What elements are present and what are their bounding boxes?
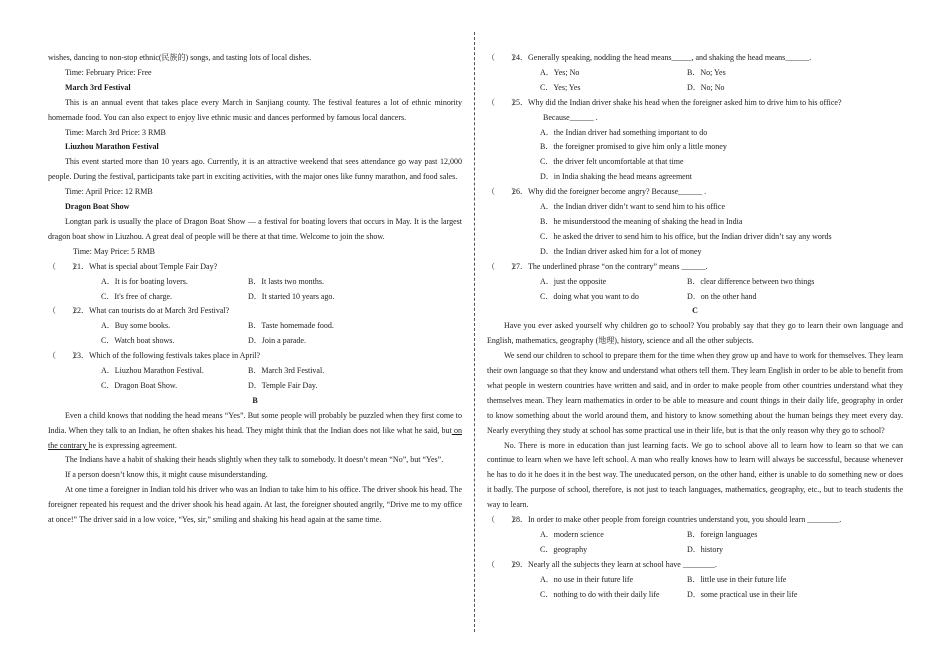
question-29 (487, 558, 903, 603)
underlined-phrase: on the contrary (48, 425, 462, 450)
event-info: Time: May Price: 5 RMB (73, 246, 155, 256)
option-b: B．No; Yes (687, 67, 726, 77)
answer-bracket: （ ） (487, 53, 519, 62)
option-a: A．Liuzhou Marathon Festival. (101, 366, 204, 376)
option-c: C．Yes; Yes (540, 82, 581, 92)
answer-bracket: （ ） (487, 515, 519, 525)
paragraph: No. There is more in education than just learning facts. We go to school above all to learn how to learn so that we can continue to learn when we have left school. A man who really knows how to learn will always be successful, because whenever he has to do it he does it in the best way. The uneducated person, on the other hand, either is unable to do something new or does it badly. The purpose of school, therefore, is not just to teach languages, mathematics, geography, etc., but to teach students the way to learn. (487, 440, 903, 510)
question-text: 26．Why did the foreigner become angry? Because______ . (512, 187, 707, 197)
event-info: Time: February Price: Free (65, 67, 152, 77)
option-d: D．in India shaking the head means agreement (540, 172, 692, 182)
option-b: B．It lasts two months. (248, 276, 325, 286)
paragraph (48, 409, 462, 454)
question-25 (487, 96, 903, 185)
option-d: D．on the other hand (687, 291, 757, 301)
column-divider (474, 32, 475, 632)
option-d: D．history (687, 544, 723, 554)
answer-bracket: （ ） (48, 351, 80, 361)
question-27 (487, 260, 903, 305)
option-c: C．It's free of charge. (101, 291, 173, 301)
question-22 (48, 304, 462, 349)
question-text: 24．Generally speaking, nodding the head means_____, and shaking the head means______. (512, 53, 812, 62)
festival-heading: Dragon Boat Show (65, 202, 130, 212)
question-24 (487, 51, 903, 96)
festival-heading: Liuzhou Marathon Festival (65, 142, 159, 152)
option-d: D．some practical use in their life (687, 589, 798, 599)
answer-bracket: （ ） (487, 559, 519, 569)
answer-bracket: （ ） (487, 187, 519, 197)
option-b: B．March 3rd Festival. (248, 366, 325, 376)
paragraph: The Indians have a habit of shaking their heads slightly when they talk to somebody. It doesn’t mean “No”, but “Yes”. (65, 455, 444, 465)
option-a: A．no use in their future life (540, 574, 634, 584)
option-a: A．Buy some books. (101, 321, 171, 331)
paragraph: Have you ever asked yourself why children go to school? You probably say that they go to learn their own language and English, mathematics, geography (地理), history, science and all the other subjects. (487, 321, 903, 346)
option-d: D．the Indian driver asked him for a lot of money (540, 246, 702, 256)
festival-heading: March 3rd Festival (65, 82, 131, 92)
option-d: D．It started 10 years ago. (248, 291, 335, 301)
question-text: 23．Which of the following festivals takes place in April? (73, 351, 261, 361)
option-b: B．he misunderstood the meaning of shaking the head in India (540, 216, 743, 226)
paragraph: Longtan park is usually the place of Dragon Boat Show — a festival for boating lovers that occurs in May. It is the largest dragon boat show in Liuzhou. A great deal of people will be there at that time. Welcome to join the show. (48, 216, 462, 241)
answer-bracket: （ ） (487, 97, 519, 107)
question-text: 29．Nearly all the subjects they learn at school have ________. (512, 559, 717, 569)
option-c: C．doing what you want to do (540, 291, 639, 301)
question-26 (487, 185, 903, 260)
question-21 (48, 260, 462, 305)
paragraph: We send our children to school to prepare them for the time when they grow up and have to work for themselves. They learn their own language so that they know and understand what others tell them. They learn English in order to be able to benefit from what people in western countries have written and said, and in order to make people from other countries understand what they themselves mean. They learn mathematics in order to be able to measure and count things in their daily life, geography in order to know something about the world around them, and history to know something about the human beings they meet every day. Nearly everything they study at school has some practical use in their life, but is that the only reason why they go to school? (487, 351, 903, 435)
option-b: B．Taste homemade food. (248, 321, 334, 331)
option-d: D．Join a parade. (248, 336, 306, 346)
option-a: A．It is for boating lovers. (101, 276, 188, 286)
event-info: Time: March 3rd Price: 3 RMB (65, 127, 166, 137)
question-28 (487, 513, 903, 558)
event-info: Time: April Price: 12 RMB (65, 187, 153, 197)
section-heading-b: B (252, 395, 258, 405)
paragraph: This event started more than 10 years ago. Currently, it is an attractive weekend that sees attendance go way past 12,000 people. During the festival, participants take part in exciting activities, with the major ones like funny marathon, and food sales. (48, 157, 462, 182)
option-c: C．Dragon Boat Show. (101, 380, 178, 390)
option-d: D．Temple Fair Day. (248, 380, 318, 390)
question-text: 27．The underlined phrase “on the contrary” means ______. (512, 261, 708, 271)
right-column (487, 51, 903, 603)
option-c: C．Watch boat shows. (101, 336, 175, 346)
question-text: 21．What is special about Temple Fair Day? (73, 261, 218, 271)
answer-bracket: （ ） (487, 261, 519, 271)
option-c: C．the driver felt uncomfortable at that time (540, 157, 684, 167)
question-text: 28．In order to make other people from foreign countries understand you, you should learn ________. (512, 515, 842, 525)
question-text: 22．What can tourists do at March 3rd Festival? (73, 306, 230, 316)
option-b: B．little use in their future life (687, 574, 787, 584)
option-a: A．Yes; No (540, 67, 580, 77)
option-a: A．the Indian driver didn’t want to send him to his office (540, 202, 726, 212)
question-text: 25．Why did the Indian driver shake his head when the foreigner asked him to drive him to his office? (512, 97, 842, 107)
paragraph: wishes, dancing to non-stop ethnic(民族的) songs, and tasting lots of local dishes. (48, 53, 312, 62)
question-continuation: Because______ . (543, 112, 598, 122)
option-a: A．modern science (540, 530, 604, 539)
option-d: D．No; No (687, 82, 725, 92)
answer-bracket: （ ） (48, 306, 80, 316)
text-segment: Even a child knows that nodding the head means “Yes”. But some people will probably be puzzled when they first come to India. When they talk to an Indian, he often shakes his head. They might think that the Indian does not like what he said, but (48, 410, 462, 435)
paragraph: At one time a foreigner in Indian told his driver who was an Indian to take him to his office. The driver shook his head. The foreigner repeated his request and the driver shook his head again. At last, the foreigner shouted angrily, “Drive me to my office at once!” The driver said in a low voice, “Yes, sir,” smiling and shaking his head again at the same time. (48, 485, 462, 525)
option-c: C．nothing to do with their daily life (540, 589, 660, 599)
text-segment: he is expressing agreement. (88, 440, 177, 450)
option-b: B．clear difference between two things (687, 276, 815, 286)
option-c: C．he asked the driver to send him to his office, but the Indian driver didn’t say any words (540, 231, 832, 241)
section-heading-c: C (692, 306, 698, 316)
option-a: A．just the opposite (540, 276, 607, 286)
left-column (48, 51, 462, 528)
option-c: C．geography (540, 544, 588, 554)
answer-bracket: （ ） (48, 261, 80, 271)
option-b: B．the foreigner promised to give him only a little money (540, 142, 727, 152)
paragraph: If a person doesn’t know this, it might cause misunderstanding. (65, 470, 268, 480)
question-23 (48, 349, 462, 394)
option-b: B．foreign languages (687, 530, 758, 539)
option-a: A．the Indian driver had something important to do (540, 127, 708, 137)
paragraph: This is an annual event that takes place every March in Sanjiang county. The festival features a lot of ethnic minority homemade food. You can also expect to enjoy live ethnic music and dances performed by famous local dancers. (48, 97, 462, 122)
